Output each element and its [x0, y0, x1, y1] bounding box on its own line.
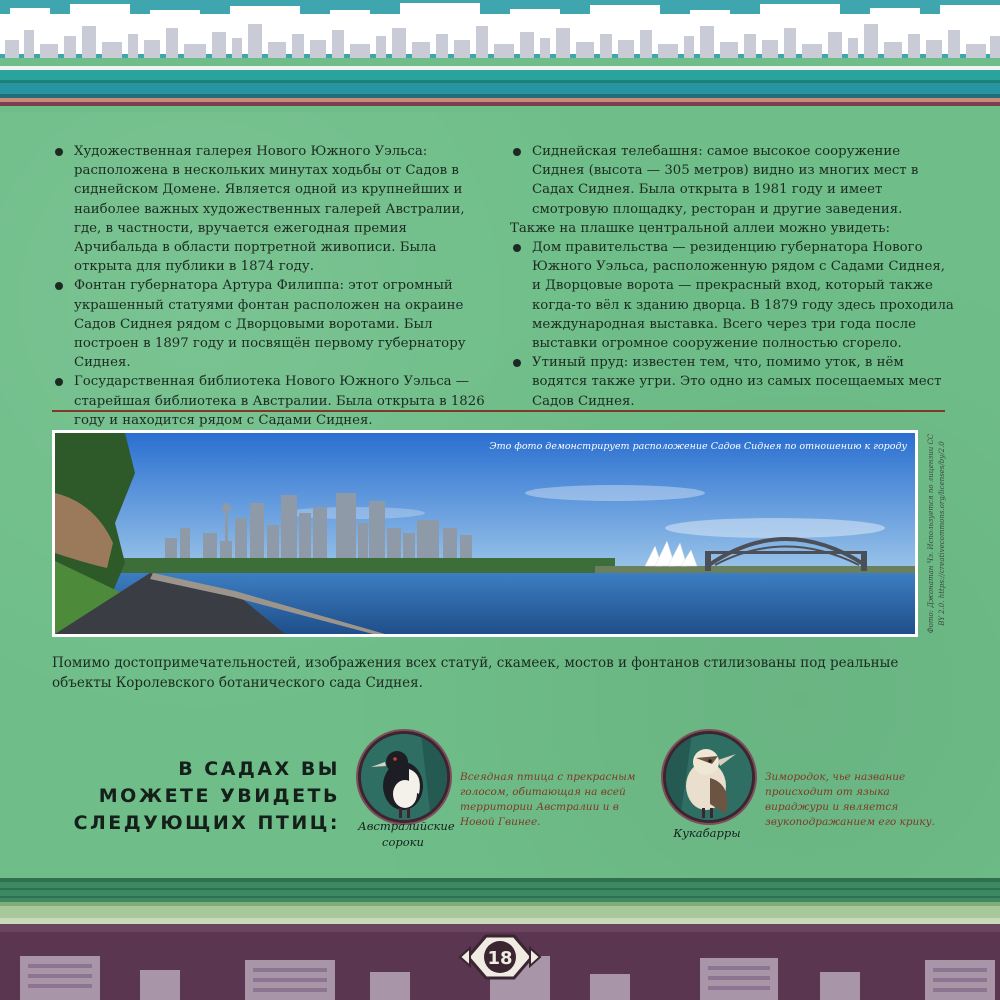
- magpie-icon: [358, 731, 450, 823]
- kookaburra-name: Кукабарры: [673, 826, 741, 840]
- birds-heading: [60, 756, 340, 837]
- page-number: 18: [487, 948, 513, 969]
- description-paragraph: Помимо достопримечательностей, изображения всех статуй, скамеек, мостов и фонтанов стилизованы под реальные объекты Королевского ботанического сада Сиднея.: [52, 655, 899, 691]
- magpie-name: Австралийские сороки: [358, 819, 455, 849]
- list-item-art-gallery: Художественная галерея Нового Южного Уэльса: расположена в нескольких минутах ходьбы от Садов в сиднейском Домене. Является одной из крупнейших и наиболее важных художественных галерей Австралии, где, в частности, вручается ежегодная премия Арчибальда в области портретной живописи. Была открыта для публики в 1874 году.: [52, 142, 494, 276]
- kookaburra-description: Зимородок, чье название происходит от языка вираджури и является звукоподражанием его крику.: [765, 771, 936, 828]
- left-text-column: [52, 142, 494, 430]
- right-text-column: [510, 142, 955, 411]
- sydney-panorama-photo: [52, 430, 918, 637]
- list-item-tv-tower: Сиднейская телебашня: самое высокое сооружение Сиднея (высота — 305 метров) видно из многих мест в Садах Сиднея. Была открыта в 1981 году и имеет смотровую площадку, ресторан и другие заведения.: [510, 142, 955, 219]
- birds-heading-line1: В САДАХ ВЫ МОЖЕТЕ УВИДЕТЬ: [98, 758, 340, 807]
- section-divider: [52, 410, 945, 412]
- list-item-government-house: Дом правительства — резиденцию губернатора Нового Южного Уэльса, расположенную рядом с Садами Сиднея, и Дворцовые ворота — прекрасный вход, который также когда-то вёл к зданию дворца. В 1879 году здесь проходила международная выставка. Всего через три года после выставки огромное сооружение полностью сгорело.: [510, 238, 955, 353]
- right-bullet-list-bottom: [510, 238, 955, 411]
- kookaburra-icon: [663, 731, 755, 823]
- left-bullet-list: [52, 142, 494, 430]
- magpie-description: Всеядная птица с прекрасным голосом, обитающая на всей территории Австралии и в Новой Гвинее.: [460, 771, 636, 828]
- photo-credit-text: Фото: Джонатан Чэ. Используется по лицензии CC BY 2.0. https://creativecommons.org/licenses/by/2.0: [927, 433, 946, 634]
- photo-credit: [926, 430, 950, 637]
- photo-caption: Это фото демонстрирует расположение Садов Сиднея по отношению к городу: [489, 441, 907, 452]
- birds-heading-line2: СЛЕДУЮЩИХ ПТИЦ:: [73, 812, 340, 834]
- top-skyline-banner: [0, 0, 1000, 112]
- list-item-duck-pond: Утиный пруд: известен тем, что, помимо уток, в нём водятся также угри. Это одно из самых посещаемых мест Садов Сиднея.: [510, 353, 955, 411]
- list-item-fountain: Фонтан губернатора Артура Филиппа: этот огромный украшенный статуями фонтан расположен на окраине Садов Сиднея рядом с Дворцовыми воротами. Был построен в 1897 году и посвящён первому губернатору Сиднея.: [52, 276, 494, 372]
- right-bullet-list-top: [510, 142, 955, 219]
- page-number-badge: [458, 932, 542, 982]
- panorama-image: [55, 433, 915, 634]
- list-item-state-library: Государственная библиотека Нового Южного Уэльса — старейшая библиотека в Австралии. Была открыта в 1826 году и находится рядом с Садами Сиднея.: [52, 372, 494, 430]
- right-intro-text: Также на плашке центральной аллеи можно увидеть:: [510, 220, 890, 236]
